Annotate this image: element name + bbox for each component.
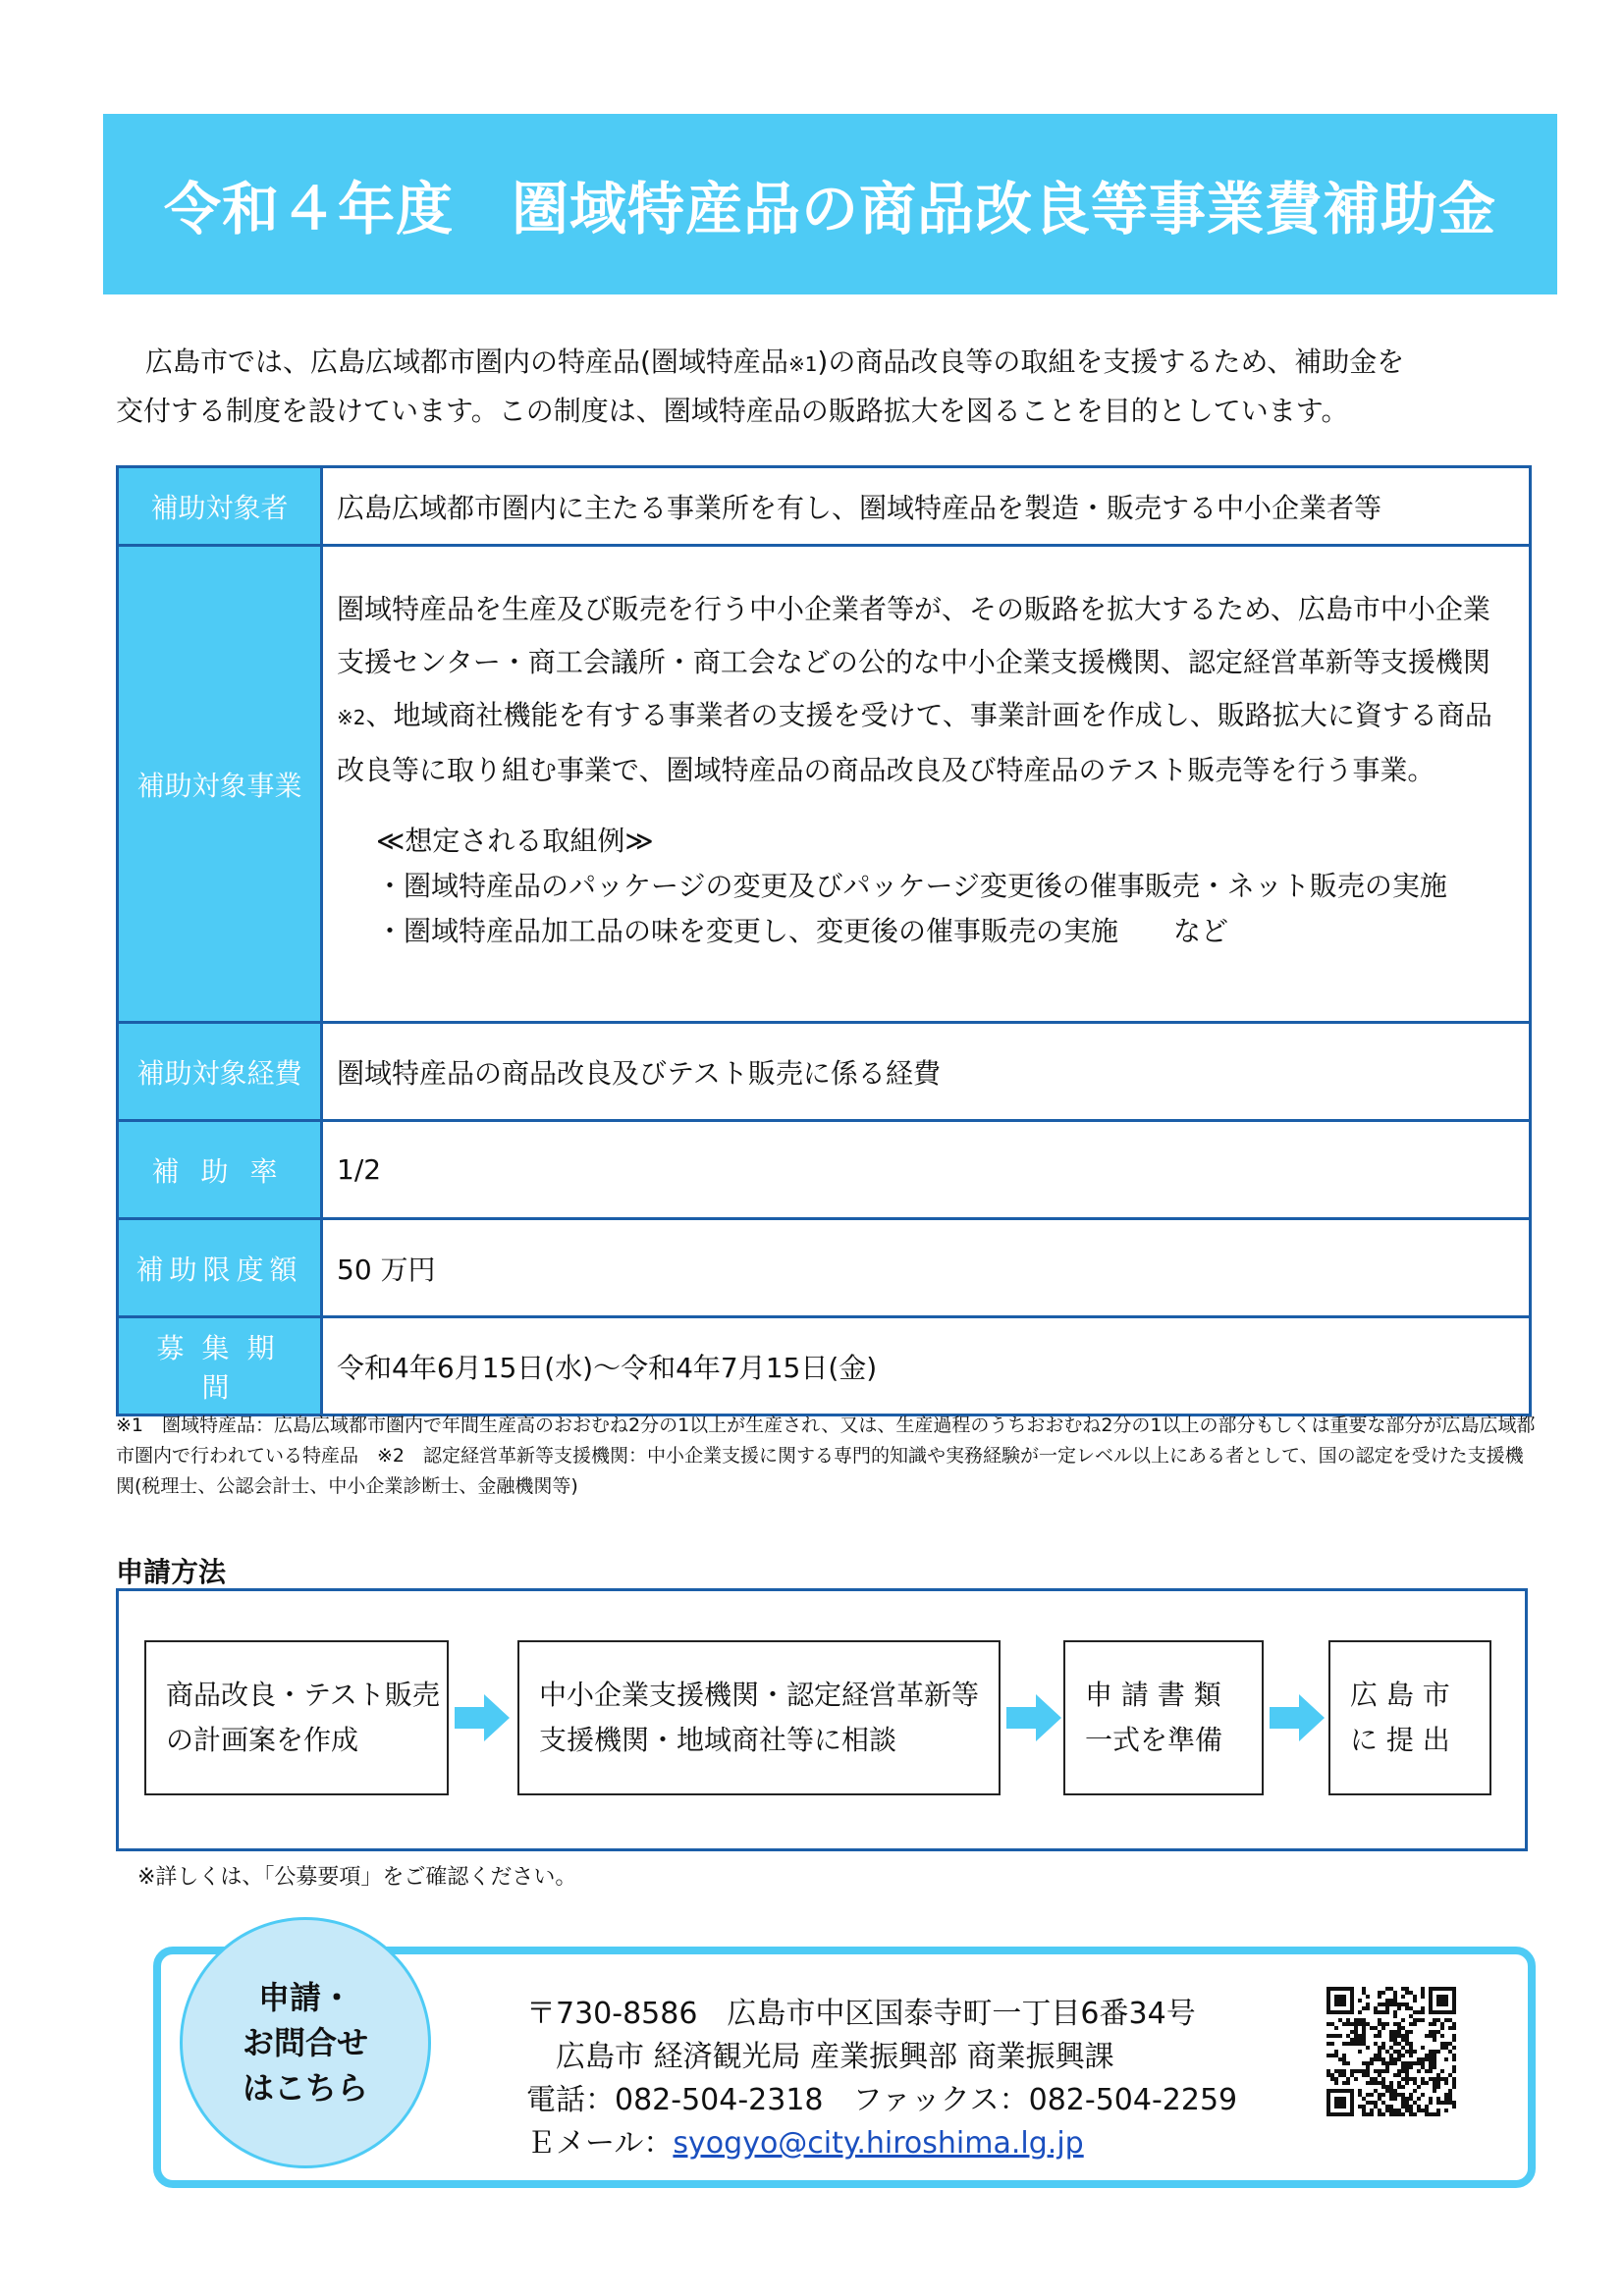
example-1: ・圏域特産品のパッケージの変更及びパッケージ変更後の催事販売・ネット販売の実施 [376,869,1447,902]
intro-line-1 [116,339,1530,388]
intro-line-1a: 広島市では、広島広域都市圏内の特産品(圏域特産品 [145,346,788,378]
value-limit: 50 万円 [322,1219,1531,1317]
step-2-line-1: 中小企業支援機関・認定経営革新等 [539,1679,980,1711]
label-expenses: 補助対象経費 [118,1023,322,1121]
intro-line-2: 交付する制度を設けています。この制度は、圏域特産品の販路拡大を図ることを目的としています。 [116,395,1349,427]
row-period [118,1317,1531,1415]
footnote: ※1 圏域特産品：広島広域都市圏内で年間生産高のおおむね2分の1以上が生産され、又は、生産過程のうちおおむね2分の1以上の部分もしくは重要な部分が広島広域都市圏内で行われている特産品 ※2 認定経営革新等支援機関：中小企業支援に関する専門的知識や実務経験が一定レベル以上にある者として、国の認定を受けた支援機関(税理士、公認会計士、中小企業診断士、金融機関等) [116,1415,1536,1497]
label-target: 補助対象者 [118,467,322,546]
step-1 [144,1640,449,1795]
step-1-line-2: の計画案を作成 [166,1724,359,1756]
value-rate: 1/2 [322,1121,1531,1219]
intro-line-1b: )の商品改良等の取組を支援するため、補助金を [817,346,1405,378]
arrow-right-icon [1006,1694,1061,1741]
step-4-line-1: 広 島 市 [1350,1679,1450,1711]
step-1-line-1: 商品改良・テスト販売 [166,1679,440,1711]
example-2: ・圏域特産品加工品の味を変更し、変更後の催事販売の実施 など [376,914,1229,947]
contact-bubble [180,1917,431,2168]
examples [376,819,1515,954]
contact-info [526,1993,1237,2165]
arrow-right-icon [1270,1694,1325,1741]
arrow-right-icon [455,1694,510,1741]
method-title: 申請方法 [116,1556,227,1588]
mail-label: Ｅメール： [526,2126,674,2161]
mail-link[interactable]: syogyo@city.hiroshima.lg.jp [673,2126,1084,2161]
step-4-line-2: に 提 出 [1350,1724,1450,1756]
step-2 [517,1640,1001,1795]
intro-note-1: ※1 [787,352,818,376]
examples-title: ≪想定される取組例≫ [376,824,654,857]
step-2-line-2: 支援機関・地域商社等に相談 [539,1724,897,1756]
project-body-b: 、地域商社機能を有する事業者の支援を受けて、事業計画を作成し、販路拡大に資する商品改良等に取り組む事業で、圏域特産品の商品改良及び特産品のテスト販売等を行う事業。 [337,698,1492,786]
row-rate [118,1121,1531,1219]
row-limit [118,1219,1531,1317]
label-period: 募集期間 [118,1317,322,1415]
application-flow [116,1588,1528,1851]
row-project [118,546,1531,1023]
row-expenses [118,1023,1531,1121]
contact-phone: 電話：082-504-2318 ファックス：082-504-2259 [526,2083,1238,2117]
contact-address: 〒730-8586 広島市中区国泰寺町一丁目6番34号 [526,1997,1196,2031]
row-target [118,467,1531,546]
label-project: 補助対象事業 [118,546,322,1023]
value-period: 令和4年6月15日(水)～令和4年7月15日(金) [322,1317,1531,1415]
qr-code-icon [1326,1987,1456,2116]
label-limit: 補助限度額 [118,1219,322,1317]
intro-text [116,339,1530,435]
bubble-line-2: お問合せ [242,2024,368,2061]
contact-dept: 広島市 経済観光局 産業振興部 商業振興課 [526,2040,1114,2074]
value-project [322,546,1531,1023]
step-3-line-1: 申 請 書 類 [1085,1679,1221,1711]
contact-mail-row [526,2122,1237,2165]
subsidy-info-table [116,465,1532,1416]
detail-note: ※詳しくは、「公募要項」をご確認ください。 [137,1865,577,1890]
step-4 [1328,1640,1491,1795]
project-body [337,583,1515,797]
bubble-line-3: はこちら [242,2069,368,2107]
title-banner [103,114,1557,294]
label-rate: 補助率 [118,1121,322,1219]
value-expenses: 圏域特産品の商品改良及びテスト販売に係る経費 [322,1023,1531,1121]
bubble-line-1: 申請・ [257,1979,352,2016]
project-body-a: 圏域特産品を生産及び販売を行う中小企業者等が、その販路を拡大するため、広島市中小企業支援センター・商工会議所・商工会などの公的な中小企業支援機関、認定経営革新等支援機関 [337,592,1490,678]
project-note-2: ※2 [337,705,366,729]
step-3-line-2: 一式を準備 [1085,1724,1223,1756]
step-3 [1063,1640,1264,1795]
page-title: 令和４年度 圏域特産品の商品改良等事業費補助金 [163,176,1496,242]
value-target: 広島広域都市圏内に主たる事業所を有し、圏域特産品を製造・販売する中小企業者等 [322,467,1531,546]
